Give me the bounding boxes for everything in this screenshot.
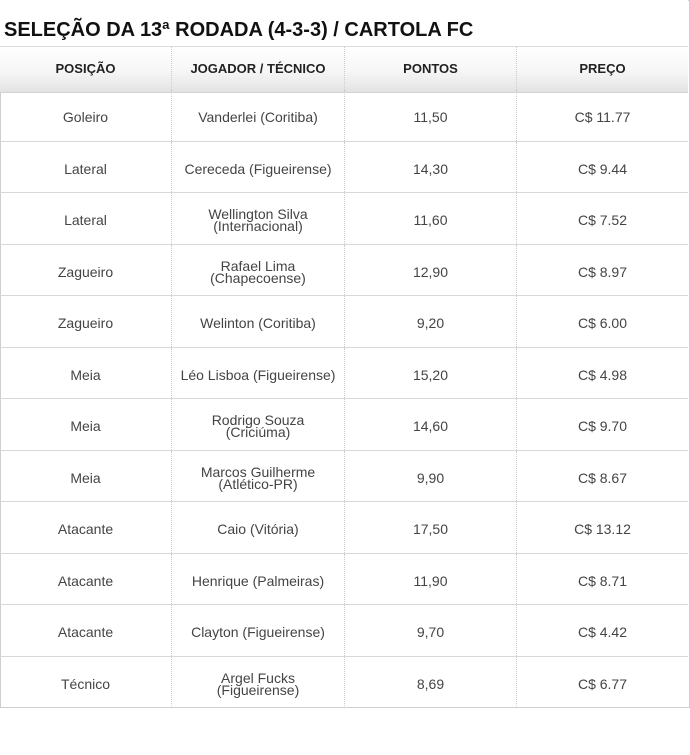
price-cell: C$ 13.12 (574, 521, 631, 538)
player-cell: Henrique (Palmeiras) (172, 554, 345, 605)
table-row (0, 399, 688, 451)
position-cell: Meia (0, 348, 172, 399)
points-cell: 14,60 (345, 399, 517, 450)
table-row (0, 554, 688, 606)
price-cell: C$ 9.44 (577, 160, 628, 177)
points-cell: 11,50 (345, 90, 517, 141)
position-cell: Lateral (0, 193, 172, 244)
price-cell: C$ 4.98 (577, 366, 628, 383)
points-cell: 9,70 (345, 605, 517, 656)
table-row (0, 502, 688, 554)
column-header-price: PREÇO (579, 61, 626, 76)
player-cell: Welinton (Coritiba) (172, 296, 345, 347)
position-cell: Meia (0, 451, 172, 502)
points-cell: 15,20 (345, 348, 517, 399)
position-cell: Técnico (0, 657, 172, 709)
points-cell: 12,90 (345, 245, 517, 296)
price-cell: C$ 11.77 (574, 109, 631, 126)
player-cell: Rodrigo Souza (Criciúma) (172, 399, 345, 450)
table-row (0, 142, 688, 194)
player-cell: Argel Fucks (Figueirense) (172, 657, 345, 709)
player-cell: Léo Lisboa (Figueirense) (172, 348, 345, 399)
position-cell: Atacante (0, 605, 172, 656)
column-header-position: POSIÇÃO (0, 47, 172, 92)
position-cell: Zagueiro (0, 245, 172, 296)
points-cell: 9,20 (345, 296, 517, 347)
price-cell: C$ 6.77 (577, 676, 628, 693)
player-cell: Clayton (Figueirense) (172, 605, 345, 656)
price-cell: C$ 8.67 (577, 469, 628, 486)
table-row (0, 657, 688, 709)
player-cell: Rafael Lima (Chapecoense) (172, 245, 345, 296)
table-body (0, 90, 688, 708)
table-header (0, 46, 688, 93)
page-title: SELEÇÃO DA 13ª RODADA (4-3-3) / CARTOLA FC (0, 0, 688, 46)
points-cell: 11,60 (345, 193, 517, 244)
price-cell: C$ 6.00 (577, 315, 628, 332)
column-header-player: JOGADOR / TÉCNICO (172, 47, 345, 92)
player-cell: Vanderlei (Coritiba) (172, 90, 345, 141)
position-cell: Zagueiro (0, 296, 172, 347)
player-cell: Wellington Silva (Internacional) (172, 193, 345, 244)
price-cell: C$ 8.71 (577, 572, 628, 589)
points-cell: 8,69 (345, 657, 517, 709)
price-cell: C$ 8.97 (577, 263, 628, 280)
points-cell: 17,50 (345, 502, 517, 553)
price-cell: C$ 4.42 (577, 624, 628, 641)
points-cell: 9,90 (345, 451, 517, 502)
position-cell: Lateral (0, 142, 172, 193)
table-row (0, 605, 688, 657)
price-cell: C$ 9.70 (577, 418, 628, 435)
table-row (0, 451, 688, 503)
table-row (0, 90, 688, 142)
position-cell: Goleiro (0, 90, 172, 141)
table-row (0, 296, 688, 348)
position-cell: Meia (0, 399, 172, 450)
points-cell: 14,30 (345, 142, 517, 193)
table-row (0, 348, 688, 400)
position-cell: Atacante (0, 554, 172, 605)
player-cell: Caio (Vitória) (172, 502, 345, 553)
player-cell: Cereceda (Figueirense) (172, 142, 345, 193)
table-row (0, 245, 688, 297)
price-cell: C$ 7.52 (577, 212, 628, 229)
column-header-points: PONTOS (345, 47, 517, 92)
position-cell: Atacante (0, 502, 172, 553)
player-cell: Marcos Guilherme (Atlético-PR) (172, 451, 345, 502)
points-cell: 11,90 (345, 554, 517, 605)
table-row (0, 193, 688, 245)
